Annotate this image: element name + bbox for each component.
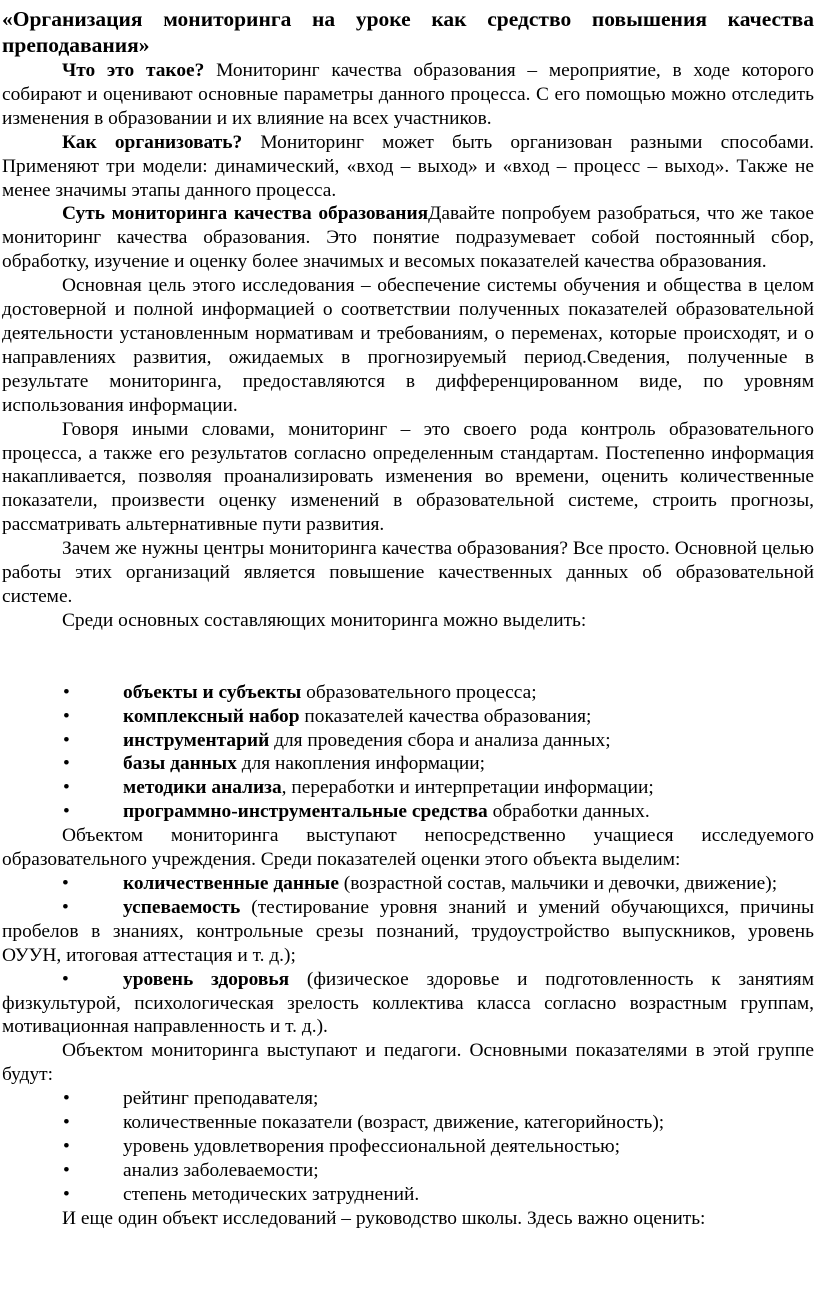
item-bold: уровень здоровья bbox=[123, 968, 290, 990]
item-text: показателей качества образования; bbox=[299, 705, 592, 727]
bullet-icon: • bbox=[63, 753, 70, 775]
paragraph-components-intro: Среди основных составляющих мониторинга можно выделить: bbox=[62, 609, 587, 631]
lead-how-to-organize: Как организовать? bbox=[62, 131, 243, 153]
item-text: (возрастной состав, мальчики и девочки, движение); bbox=[338, 873, 778, 894]
item-text: степень методических затруднений. bbox=[123, 1183, 420, 1205]
document-title: «Организация мониторинга на уроке как средство повышения качества преподавания» bbox=[2, 7, 814, 57]
item-bold: количественные данные bbox=[123, 873, 339, 894]
paragraph-students-object: Объектом мониторинга выступают непосредственно учащиеся исследуемого образовательного учреждения. Среди показателей оценки этого объекта выделим: bbox=[2, 825, 814, 871]
paragraph-why-needed: Зачем же нужны центры мониторинга качества образования? Все просто. Основной целью работы этих организаций является повышение качественных данных об образовательной системе. bbox=[2, 538, 814, 607]
list-item bbox=[2, 800, 814, 824]
item-text: уровень удовлетворения профессиональной деятельностью; bbox=[123, 1135, 621, 1157]
bullet-icon: • bbox=[63, 1183, 70, 1205]
paragraph-teachers-object: Объектом мониторинга выступают и педагоги. Основными показателями в этой группе будут: bbox=[2, 1040, 814, 1086]
item-text: , переработки и интерпретации информации; bbox=[281, 777, 654, 799]
lead-what-is-it: Что это такое? bbox=[62, 60, 205, 81]
item-bold: программно-инструментальные средства bbox=[123, 801, 488, 823]
bullet-icon: • bbox=[63, 1135, 70, 1157]
item-text: (тестирование уровня знаний и умений обучающихся, причины пробелов в знаниях, контрольные срезы познаний, трудоустройство выпускников, уровень ОУУН, итоговая аттестация и т. д.); bbox=[2, 896, 814, 966]
student-indicator-performance bbox=[2, 896, 814, 968]
paragraph-main-goal: Основная цель этого исследования – обеспечение системы обучения и общества в целом достоверной и полной информацией о соответствии полученных показателей образовательной деятельности установленным нормативам и требованиям, о переменах, которые происходят, и о направлениях развития, ожидаемых в прогнозируемый период.Сведения, полученные в результате мониторинга, предоставляются в дифференцированном виде, по уровням использования информации. bbox=[2, 275, 814, 416]
list-item bbox=[2, 752, 814, 776]
item-bold: успеваемость bbox=[123, 896, 241, 918]
bullet-icon: • bbox=[63, 801, 70, 823]
text-how-to-organize: Мониторинг может быть организован разными способами. Применяют три модели: динамический, «вход – выход» и «вход – процесс – выход». Также не менее значимы этапы данного процесса. bbox=[2, 131, 815, 201]
teacher-indicators-list bbox=[2, 1087, 814, 1207]
bullet-icon: • bbox=[63, 729, 70, 751]
bullet-icon: • bbox=[63, 681, 70, 703]
item-text: (физическое здоровье и подготовленность к занятиям физкультурой, психологическая зрелость коллектива класса согласно возрастным группам, мотивационная направленность и т. д.). bbox=[2, 968, 814, 1038]
student-indicator-quantitative bbox=[2, 872, 814, 896]
item-text: обработки данных. bbox=[487, 801, 650, 823]
bullet-icon: • bbox=[63, 705, 70, 727]
lead-essence: Суть мониторинга качества образования bbox=[62, 203, 429, 225]
list-item bbox=[2, 705, 814, 729]
list-item bbox=[2, 1135, 814, 1159]
list-item bbox=[2, 681, 814, 705]
bullet-icon: • bbox=[63, 1159, 70, 1181]
bullet-icon: • bbox=[62, 873, 69, 894]
item-bold: методики анализа bbox=[123, 777, 282, 799]
item-text: количественные показатели (возраст, движение, категорийность); bbox=[123, 1112, 665, 1134]
list-item bbox=[2, 776, 814, 800]
item-text: рейтинг преподавателя; bbox=[123, 1088, 319, 1110]
spacer bbox=[2, 633, 814, 681]
item-text: для проведения сбора и анализа данных; bbox=[269, 729, 611, 751]
item-text: анализ заболеваемости; bbox=[123, 1159, 319, 1181]
paragraph-essence bbox=[2, 202, 814, 274]
bullet-icon: • bbox=[62, 896, 69, 918]
item-text: образовательного процесса; bbox=[301, 681, 537, 703]
paragraph-in-other-words: Говоря иными словами, мониторинг – это своего рода контроль образовательного процесса, а также его результатов согласно определенным стандартам. Постепенно информация накапливается, позволяя проанализировать изменения во времени, оценить количественные показатели, произвести оценку изменений в образовательной системе, строить прогнозы, рассматривать альтернативные пути развития. bbox=[2, 418, 814, 536]
list-item bbox=[2, 1183, 814, 1207]
text-essence: Давайте попробуем разобраться, что же такое мониторинг качества образования. Это понятие подразумевает собой постоянный сбор, обработку, изучение и оценку более значимых и весомых показателей качества образования. bbox=[2, 203, 814, 273]
list-item bbox=[2, 729, 814, 753]
item-bold: комплексный набор bbox=[123, 705, 300, 727]
bullet-icon: • bbox=[62, 968, 69, 990]
list-item bbox=[2, 1159, 814, 1183]
item-bold: инструментарий bbox=[123, 729, 270, 751]
text-what-is-it: Мониторинг качества образования – мероприятие, в ходе которого собирают и оценивают основные параметры данного процесса. С его помощью можно отследить изменения в образовании и их влияние на всех участников. bbox=[2, 60, 814, 129]
list-item bbox=[2, 1111, 814, 1135]
bullet-icon: • bbox=[63, 1112, 70, 1134]
bullet-icon: • bbox=[63, 1088, 70, 1110]
bullet-icon: • bbox=[63, 777, 70, 799]
item-text: для накопления информации; bbox=[236, 753, 485, 775]
components-list bbox=[2, 681, 814, 824]
student-indicator-health bbox=[2, 968, 814, 1040]
item-bold: базы данных bbox=[123, 753, 237, 775]
paragraph-how-to-organize bbox=[2, 131, 814, 203]
item-bold: объекты и субъекты bbox=[123, 681, 302, 703]
paragraph-school-leadership: И еще один объект исследований – руководство школы. Здесь важно оценить: bbox=[62, 1207, 706, 1229]
list-item bbox=[2, 1087, 814, 1111]
paragraph-what-is-it bbox=[2, 59, 814, 131]
